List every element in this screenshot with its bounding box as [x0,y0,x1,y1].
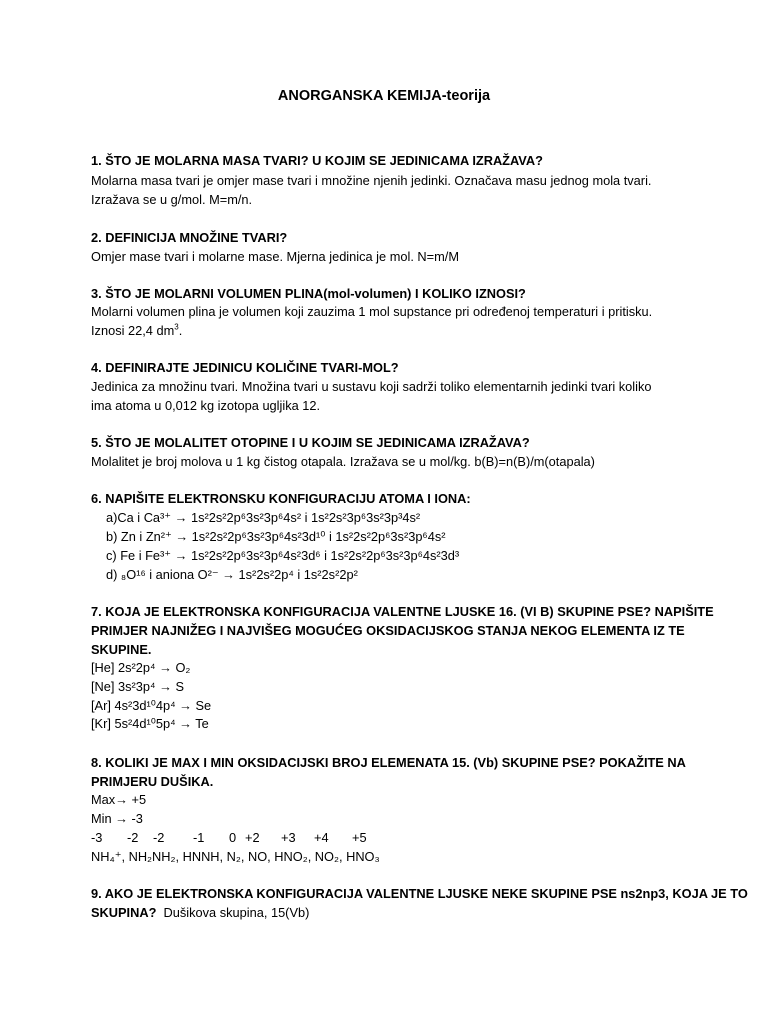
question-9-tail: SKUPINA? [91,905,157,920]
page-title: ANORGANSKA KEMIJA-teorija [277,88,491,104]
question-7-line-2: PRIMJER NAJNIŽEG I NAJVIŠEG MOGUĆEG OKSIDACIJSKOG STANJA NEKOG ELEMENTA IZ TE [91,623,685,638]
question-3: 3. ŠTO JE MOLARNI VOLUMEN PLINA(mol-volumen) I KOLIKO IZNOSI? [91,286,526,301]
oxidation-state: -1 [193,830,205,845]
min-oxidation: Min → -3 [91,811,143,826]
config-ar: [Ar] 4s²3d¹⁰4p⁴ → Se [91,698,212,713]
answer-4-line-2: ima atoma u 0,012 kg izotopa ugljika 12. [91,398,321,413]
answer-2-line-1: Omjer mase tvari i molarne mase. Mjerna jedinica je mol. N=m/M [91,249,460,264]
answer-1-line-2: Izražava se u g/mol. M=m/n. [91,192,253,207]
oxidation-state: 0 [229,830,237,845]
oxidation-states-row [91,830,376,846]
answer-3-line-1: Molarni volumen plina je volumen koji zauzima 1 mol supstance pri određenoj temperaturi i pritisku. [91,304,653,319]
oxidation-state: -2 [153,830,165,845]
config-item-b: b) Zn i Zn²⁺ → 1s²2s²2p⁶3s²3p⁶4s²3d¹⁰ i 1s²2s²2p⁶3s²3p⁶4s² [106,529,446,544]
oxidation-state: +2 [245,830,260,845]
config-he: [He] 2s²2p⁴ → O₂ [91,660,191,675]
oxidation-state: -2 [127,830,139,845]
question-4: 4. DEFINIRAJTE JEDINICU KOLIČINE TVARI-MOL? [91,360,399,375]
config-kr: [Kr] 5s²4d¹⁰5p⁴ → Te [91,716,209,731]
answer-9: Dušikova skupina, 15(Vb) [163,905,310,920]
oxidation-state: +3 [281,830,296,845]
answer-5-line-1: Molalitet je broj molova u 1 kg čistog otapala. Izražava se u mol/kg. b(B)=n(B)/m(otapala) [91,454,595,469]
config-item-c: c) Fe i Fe³⁺ → 1s²2s²2p⁶3s²3p⁶4s²3d⁶ i 1s²2s²2p⁶3s²3p⁶4s²3d³ [106,548,460,563]
config-ne: [Ne] 3s²3p⁴ → S [91,679,184,694]
question-6: 6. NAPIŠITE ELEKTRONSKU KONFIGURACIJU ATOMA I IONA: [91,491,471,506]
oxidation-state: -3 [91,830,103,845]
answer-3-text: Iznosi 22,4 dm [91,323,175,338]
question-5: 5. ŠTO JE MOLALITET OTOPINE I U KOJIM SE JEDINICAMA IZRAŽAVA? [91,435,530,450]
question-1: 1. ŠTO JE MOLARNA MASA TVARI? U KOJIM SE JEDINICAMA IZRAŽAVA? [91,153,543,168]
answer-1-line-1: Molarna masa tvari je omjer mase tvari i množine njenih jedinki. Označava masu jednog mola tvari. [91,173,652,188]
config-item-d: d) ₈O¹⁶ i aniona O²⁻ → 1s²2s²2p⁴ i 1s²2s²2p² [106,567,358,582]
oxidation-state: +5 [352,830,367,845]
answer-3-line-2 [91,323,182,339]
question-9-line-1: 9. AKO JE ELEKTRONSKA KONFIGURACIJA VALENTNE LJUSKE NEKE SKUPINE PSE ns2np3, KOJA JE TO [91,886,748,901]
question-7-line-1: 7. KOJA JE ELEKTRONSKA KONFIGURACIJA VALENTNE LJUSKE 16. (VI B) SKUPINE PSE? NAPIŠITE [91,604,714,619]
question-8-line-1: 8. KOLIKI JE MAX I MIN OKSIDACIJSKI BROJ ELEMENATA 15. (Vb) SKUPINE PSE? POKAŽITE NA [91,755,686,770]
question-7-line-3: SKUPINE. [91,642,152,657]
question-2: 2. DEFINICIJA MNOŽINE TVARI? [91,230,288,245]
oxidation-state: +4 [314,830,329,845]
answer-4-line-1: Jedinica za množinu tvari. Množina tvari u sustavu koji sadrži toliko elementarnih jedinki tvari koliko [91,379,652,394]
nitrogen-compounds: NH₄⁺, NH₂NH₂, HNNH, N₂, NO, HNO₂, NO₂, HNO₃ [91,849,380,864]
question-9-line-2 [91,905,309,921]
question-8-line-2: PRIMJERU DUŠIKA. [91,774,214,789]
config-item-a: a)Ca i Ca³⁺ → 1s²2s²2p⁶3s²3p⁶4s² i 1s²2s²3p⁶3s²3p³4s² [106,510,421,525]
answer-3-exponent: 3 [174,322,179,332]
answer-3-period: . [178,323,183,338]
max-oxidation: Max→ +5 [91,792,147,807]
